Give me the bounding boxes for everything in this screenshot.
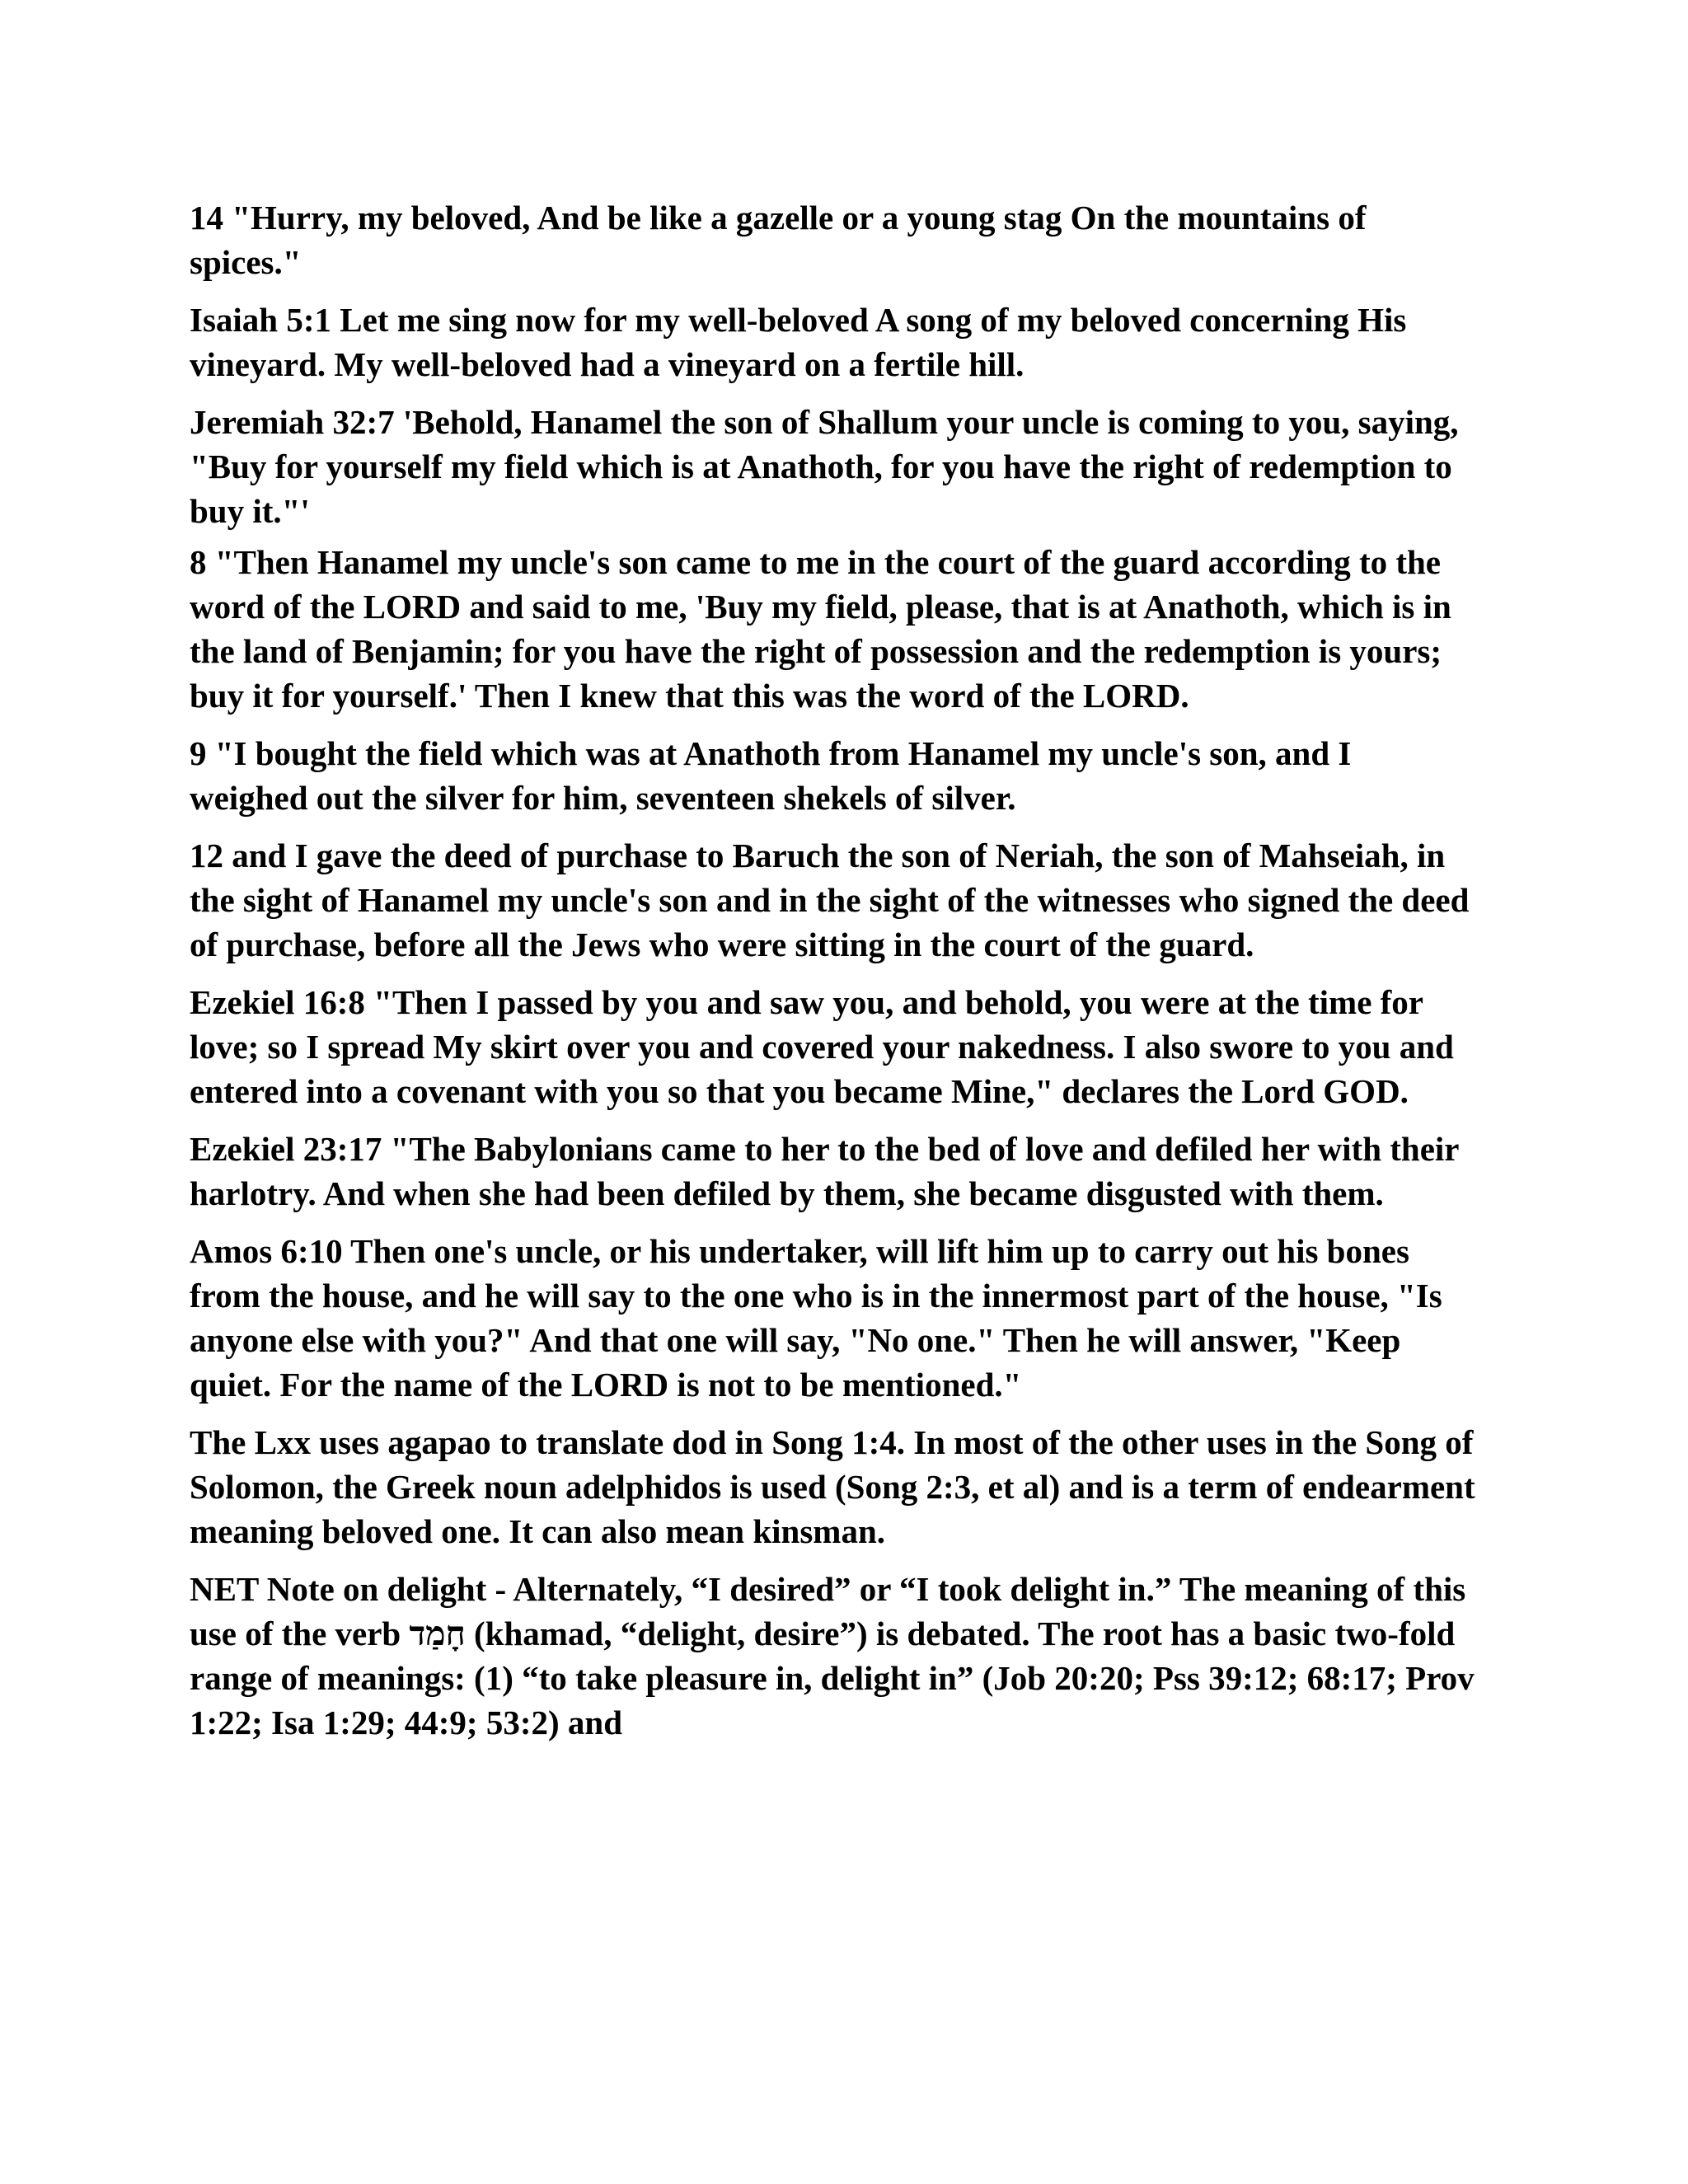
paragraph-lxx-note: The Lxx uses agapao to translate dod in Song 1:4. In most of the other uses in the Song of Solomon, the Greek noun adelphidos is used (Song 2:3, et al) and is a term of endearment meaning beloved one. It can also mean kinsman. — [190, 1423, 1475, 1550]
document-body — [190, 195, 1475, 1758]
paragraph-jeremiah-32-7: Jeremiah 32:7 'Behold, Hanamel the son of Shallum your uncle is coming to you, saying, "Buy for yourself my field which is at Anathoth, for you have the right of redemption to buy it."' — [190, 403, 1459, 530]
paragraph-jeremiah-32-12: 12 and I gave the deed of purchase to Baruch the son of Neriah, the son of Mahseiah, in the sight of Hanamel my uncle's son and in the sight of the witnesses who signed the deed of purchase, before all the Jews who were sitting in the court of the guard. — [190, 837, 1470, 963]
paragraph-isaiah-5-1: Isaiah 5:1 Let me sing now for my well-beloved A song of my beloved concerning His vineyard. My well-beloved had a vineyard on a fertile hill. — [190, 301, 1407, 383]
paragraph-song-verse-14: 14 "Hurry, my beloved, And be like a gazelle or a young stag On the mountains of spices." — [190, 199, 1367, 281]
paragraph-net-note-delight: NET Note on delight - Alternately, “I desired” or “I took delight in.” The meaning of this use of the verb חָמַד (khamad, “delight, desire”) is debated. The root has a basic two-fold range of meanings: (1) “to take pleasure in, delight in” (Job 20:20; Pss 39:12; 68:17; Prov 1:22; Isa 1:29; 44:9; 53:2) and — [190, 1570, 1475, 1741]
paragraph-ezekiel-23-17: Ezekiel 23:17 "The Babylonians came to her to the bed of love and defiled her with their harlotry. And when she had been defiled by them, she became disgusted with them. — [190, 1130, 1459, 1212]
paragraph-jeremiah-32-8: 8 "Then Hanamel my uncle's son came to me in the court of the guard according to the word of the LORD and said to me, 'Buy my field, please, that is at Anathoth, which is in the land of Benjamin; for you have the right of possession and the redemption is yours; buy it for yourself.' Then I knew that this was the word of the LORD. — [190, 543, 1451, 715]
paragraph-amos-6-10: Amos 6:10 Then one's uncle, or his undertaker, will lift him up to carry out his bones from the house, and he will say to the one who is in the innermost part of the house, "Is anyone else with you?" And that one will say, "No one." Then he will answer, "Keep quiet. For the name of the LORD is not to be mentioned." — [190, 1232, 1442, 1404]
paragraph-ezekiel-16-8: Ezekiel 16:8 "Then I passed by you and saw you, and behold, you were at the time for love; so I spread My skirt over you and covered your nakedness. I also swore to you and entered into a covenant with you so that you became Mine," declares the Lord GOD. — [190, 983, 1454, 1110]
paragraph-jeremiah-32-9: 9 "I bought the field which was at Anathoth from Hanamel my uncle's son, and I weighed out the silver for him, seventeen shekels of silver. — [190, 734, 1352, 817]
